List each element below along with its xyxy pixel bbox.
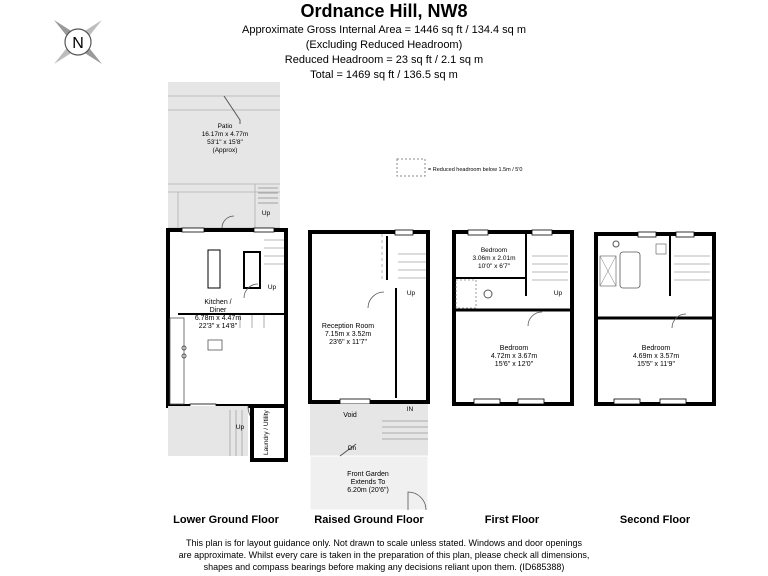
disclaimer <box>0 537 768 573</box>
first-up-label: Up <box>553 290 563 297</box>
patio-metric: 16.17m x 4.77m <box>201 131 249 138</box>
area-line-3: Reduced Headroom = 23 sq ft / 2.1 sq m <box>284 54 484 66</box>
dn-label: Dn <box>347 445 357 452</box>
kitchen-stairs-up-label: Up <box>267 284 277 291</box>
second-bedroom-metric: 4.69m x 3.57m <box>632 353 680 360</box>
second-floor-plan <box>590 226 720 408</box>
raised-up-label: Up <box>406 290 416 297</box>
legend <box>396 158 596 178</box>
compass-letter: N <box>72 35 84 52</box>
patio <box>168 82 280 228</box>
bedroom-small-metric: 3.06m x 2.01m <box>472 255 516 262</box>
disclaimer-line-2: are approximate. Whilst every care is taken in the preparation of this plan, please check all dimensions, <box>178 550 590 560</box>
kitchen-name-2: Diner <box>209 307 227 314</box>
area-line-1: Approximate Gross Internal Area = 1446 sq ft / 134.4 sq m <box>241 24 526 36</box>
bedroom-small-imperial: 10'0" x 6'7" <box>477 263 511 270</box>
kitchen-imperial: 22'3" x 14'8" <box>198 323 238 330</box>
second-bedroom-name: Bedroom <box>641 345 671 352</box>
bedroom-large-name: Bedroom <box>499 345 529 352</box>
kitchen-name-1: Kitchen / <box>204 299 232 306</box>
lower-ground-floor-label: Lower Ground Floor <box>173 514 279 526</box>
bathtub <box>620 252 640 288</box>
disclaimer-line-1: This plan is for layout guidance only. Not drawn to scale unless stated. Windows and door openings <box>185 538 583 548</box>
garden-extends: Extends To <box>350 479 386 486</box>
raised-ground-floor-label: Raised Ground Floor <box>314 514 424 526</box>
area-line-2: (Excluding Reduced Headroom) <box>305 39 463 51</box>
patio-name: Patio <box>217 123 233 130</box>
entrance-label: IN <box>406 406 414 413</box>
area-line-4: Total = 1469 sq ft / 136.5 sq m <box>310 69 458 81</box>
first-floor-label: First Floor <box>484 514 540 526</box>
raised-ground-floor-plan <box>300 226 440 516</box>
reception-name: Reception Room <box>321 323 375 330</box>
bedroom-small-name: Bedroom <box>480 247 508 254</box>
garden-name: Front Garden <box>347 471 389 478</box>
reception-room <box>310 232 428 402</box>
patio-imperial: 53'1" x 15'8" <box>207 139 243 146</box>
laundry-label: Laundry / Utility <box>263 410 270 455</box>
first-floor-plan <box>448 226 578 408</box>
kitchen-metric: 6.78m x 4.47m <box>194 315 242 322</box>
second-bedroom-imperial: 15'5" x 11'9" <box>637 361 675 368</box>
void-label: Void <box>343 412 357 419</box>
legend-text: = Reduced headroom below 1.5m / 5'0 <box>428 167 523 173</box>
bedroom-large-metric: 4.72m x 3.67m <box>490 353 538 360</box>
front-area-up-label: Up <box>235 424 245 431</box>
patio-up-label: Up <box>261 210 271 217</box>
compass-icon <box>50 14 106 70</box>
reduced-headroom-swatch <box>397 159 425 176</box>
patio-approx: (Approx) <box>212 147 238 154</box>
page-title: Ordnance Hill, NW8 <box>300 1 468 21</box>
bedroom-large-imperial: 15'6" x 12'0" <box>494 361 534 368</box>
second-floor-label: Second Floor <box>619 514 691 526</box>
disclaimer-line-3: shapes and compass bearings before making any decisions reliant upon them. (ID685388) <box>203 562 565 572</box>
lower-ground-floor-plan <box>160 80 295 465</box>
reception-metric: 7.15m x 3.52m <box>324 331 372 338</box>
garden-size: 6.20m (20'6") <box>347 487 389 494</box>
reception-imperial: 23'6" x 11'7" <box>329 339 367 346</box>
